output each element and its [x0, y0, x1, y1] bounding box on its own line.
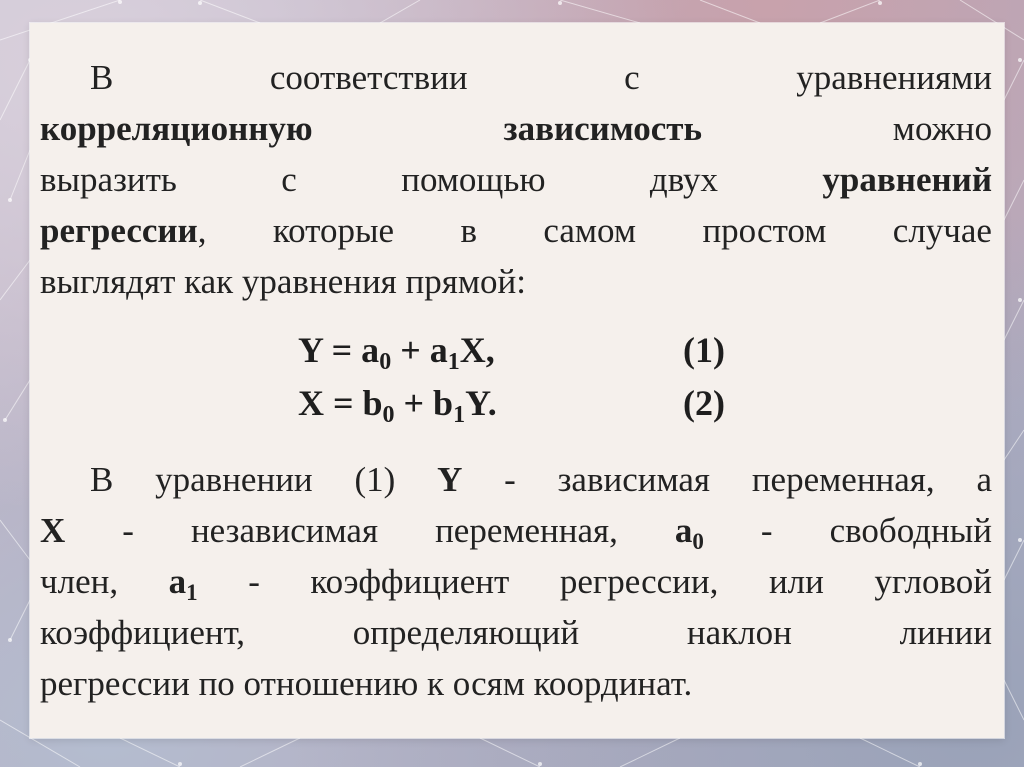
line-text	[40, 556, 992, 607]
word-group	[40, 205, 206, 256]
text: В уравнении (1)	[90, 460, 438, 499]
word: выразить	[40, 160, 177, 199]
subscript: 1	[453, 402, 466, 428]
word: простом	[702, 211, 827, 250]
word: помощью	[401, 160, 546, 199]
equation-1-number: (1)	[683, 330, 725, 370]
word: уравнениями	[796, 58, 992, 97]
text: - независимая переменная,	[65, 511, 675, 550]
equation-part: Y = a	[298, 330, 380, 370]
paragraph-line: регрессии по отношению к осям координат.	[40, 664, 693, 703]
equation-1	[298, 329, 495, 375]
line-text	[90, 454, 992, 505]
variable-a1: a	[168, 562, 187, 601]
equation-2-number: (2)	[683, 383, 725, 423]
word: можно	[892, 109, 992, 148]
paragraph-explanation	[40, 454, 992, 709]
equation-part: Y.	[465, 383, 497, 423]
line-text: коэффициент, определяющий наклон линии	[40, 613, 992, 652]
equation-part: + a	[391, 330, 448, 370]
term-dependence: зависимость	[503, 109, 702, 148]
variable-a0: a	[674, 511, 693, 550]
paragraph-line	[40, 454, 992, 505]
equation-2	[298, 382, 497, 428]
word: случае	[892, 211, 992, 250]
subscript: 0	[379, 349, 392, 375]
equation-part: X = b	[298, 383, 383, 423]
term-correlation: корреляционную	[40, 109, 313, 148]
text: член,	[40, 562, 169, 601]
paragraph-line	[40, 205, 992, 256]
equation-part: X,	[459, 330, 495, 370]
subscript: 0	[692, 529, 704, 554]
text: - коэффициент регрессии, или угловой	[197, 562, 992, 601]
text: - свободный	[703, 511, 992, 550]
word: В	[90, 58, 114, 97]
paragraph-intro	[40, 52, 992, 307]
paragraph-line	[40, 556, 992, 607]
word: соответствии	[269, 58, 468, 97]
subscript: 1	[447, 349, 460, 375]
word: в	[460, 211, 477, 250]
word: двух	[649, 160, 719, 199]
paragraph-line	[40, 103, 992, 154]
text: - зависимая переменная, а	[462, 460, 992, 499]
paragraph-line	[40, 607, 992, 658]
paragraph-line	[40, 52, 992, 103]
comma: ,	[197, 211, 207, 250]
subscript: 0	[382, 402, 395, 428]
word: с	[624, 58, 640, 97]
word: самом	[543, 211, 637, 250]
paragraph-line	[40, 154, 992, 205]
term-equations: уравнений	[822, 160, 992, 199]
paragraph-line	[40, 505, 992, 556]
variable-x: X	[40, 511, 66, 550]
variable-y: Y	[437, 460, 463, 499]
paragraph-line: выглядят как уравнения прямой:	[40, 262, 526, 301]
subscript: 1	[186, 580, 198, 605]
word: с	[281, 160, 297, 199]
line-text	[40, 505, 992, 556]
word: которые	[272, 211, 395, 250]
term-regression: регрессии	[40, 211, 198, 250]
equation-part: + b	[394, 383, 454, 423]
